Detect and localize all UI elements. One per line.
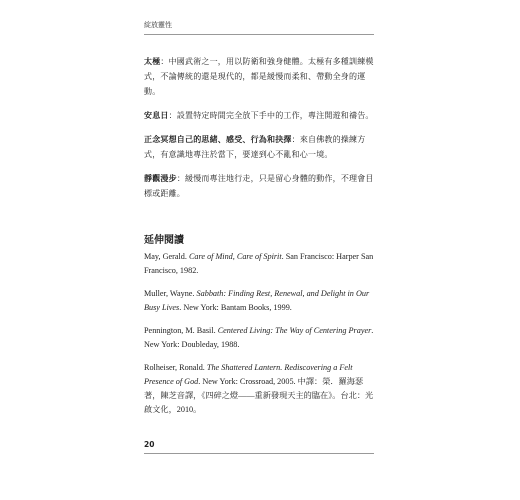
reference-entry	[144, 361, 376, 417]
glossary-term: 太極	[144, 57, 161, 66]
page-number: 20	[144, 440, 155, 449]
reference-title: Centered Living: The Way of Centering Prayer	[217, 326, 372, 335]
glossary-definition: 來自佛教的操練方式，有意識地專注於當下，要達到心不亂和心一境。	[144, 135, 366, 159]
reference-author: Rolheiser, Ronald.	[144, 363, 207, 372]
glossary-entry	[144, 108, 376, 123]
glossary-definition: 緩慢而專注地行走，只是留心身體的動作，不理會目標或距離。	[144, 174, 374, 198]
glossary-entry	[144, 54, 376, 99]
reference-author: Muller, Wayne.	[144, 289, 197, 298]
reference-publication: . New York: Crossroad, 2005. 中譯：榮．羅海瑟著，陳芝音譯，《四碎之燈——重新發現天主的臨在》。台北：光啟文化，2010。	[144, 377, 374, 414]
reference-title: Care of Mind, Care of Spirit	[188, 252, 282, 261]
glossary-term: 正念冥想自己的思緒、感受、行為和抉擇	[144, 135, 292, 144]
glossary-definition: 設置特定時間完全放下手中的工作，專注開遊和禱告。	[176, 111, 374, 120]
running-header	[144, 12, 374, 35]
running-title: 綻放靈性	[144, 21, 172, 29]
reference-author: Pennington, M. Basil.	[144, 326, 218, 335]
reference-entry	[144, 324, 376, 352]
reference-publication: . San Francisco: Harper San Francisco, 1982.	[144, 252, 374, 275]
reference-publication: . New York: Bantam Books, 1999.	[179, 303, 292, 312]
reference-title: The Shattered Lantern. Rediscovering a Felt Presence of God	[144, 363, 353, 386]
glossary-term: 安息日	[144, 111, 169, 120]
glossary-separator: ：	[160, 57, 169, 66]
glossary-definition: 中國武術之一，用以防衛和強身健體。太極有多種訓練模式，不論傳統的還是現代的，都是緩慢而柔和、帶動全身的運動。	[144, 57, 374, 96]
glossary-separator: ：	[168, 111, 177, 120]
reference-title: Sabbath: Finding Rest, Renewal, and Delight in Our Busy Lives	[144, 289, 370, 312]
glossary-entry	[144, 132, 376, 162]
page-footer	[144, 432, 374, 454]
glossary-separator: ：	[176, 174, 186, 183]
reference-entry	[144, 287, 376, 315]
reference-author: May, Gerald.	[144, 252, 189, 261]
glossary-entry	[144, 171, 376, 201]
reference-entry	[144, 250, 376, 278]
glossary-separator: ：	[291, 135, 300, 144]
page-body	[144, 54, 376, 426]
further-reading-title: 延伸閱讀	[144, 235, 184, 246]
reference-publication: . New York: Doubleday, 1988.	[144, 326, 374, 349]
glossary-term: 靜觀漫步	[144, 174, 177, 183]
